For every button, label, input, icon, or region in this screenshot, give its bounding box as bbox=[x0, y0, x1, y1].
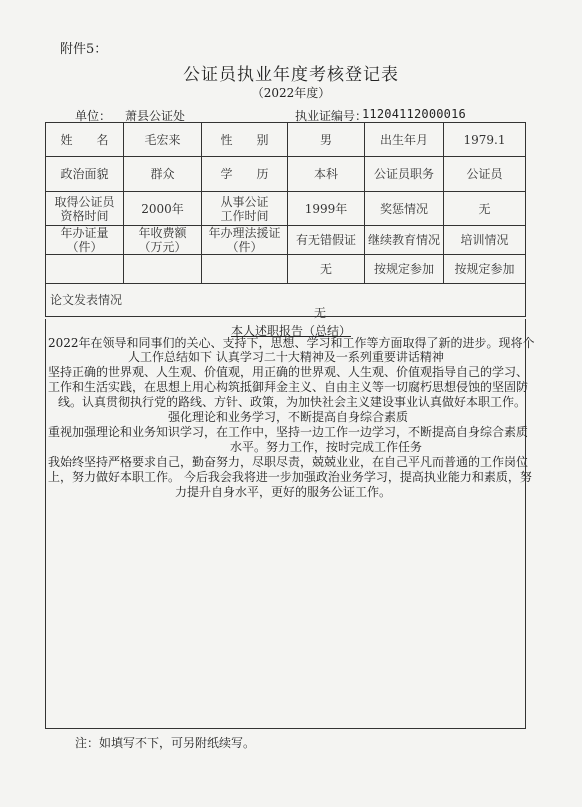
table-row bbox=[46, 123, 526, 157]
table-row bbox=[46, 192, 526, 226]
work-time-value: 1999年 bbox=[288, 192, 365, 226]
table-row bbox=[46, 284, 526, 317]
unit-label: 单位： bbox=[75, 109, 112, 123]
political-label: 政治面貌 bbox=[46, 157, 124, 192]
form-year: （2022年度） bbox=[251, 86, 331, 100]
report-line: 水平。努力工作，按时完成工作任务 bbox=[230, 440, 423, 454]
paper-label: 论文发表情况 bbox=[50, 293, 123, 307]
report-line: 强化理论和业务学习，不断提高自身综合素质 bbox=[168, 410, 409, 424]
report-title: 本人述职报告（总结） bbox=[230, 324, 351, 338]
name-label: 姓 名 bbox=[46, 123, 124, 157]
legal-aid-label: 年办理法援证 （件） bbox=[202, 226, 288, 255]
attachment-label: 附件5： bbox=[60, 42, 108, 57]
education-label: 学 历 bbox=[202, 157, 288, 192]
continuing-education-label: 继续教育情况 bbox=[365, 226, 444, 255]
education-value: 本科 bbox=[288, 157, 365, 192]
report-line: 线。认真贯彻执行党的路线、方针、政策，为加快社会主义建设事业认真做好本职工作。 bbox=[58, 395, 527, 409]
qualification-time-value: 2000年 bbox=[124, 192, 202, 226]
legal-aid-value bbox=[202, 255, 288, 284]
position-label: 公证员职务 bbox=[365, 157, 444, 192]
birth-label: 出生年月 bbox=[365, 123, 444, 157]
error-cert-label: 有无错假证 bbox=[288, 226, 365, 255]
continuing-education-value: 按规定参加 bbox=[365, 255, 444, 284]
work-time-label: 从事公证 工作时间 bbox=[202, 192, 288, 226]
unit-value: 萧县公证处 bbox=[125, 109, 186, 123]
table-row bbox=[46, 226, 526, 255]
name-value: 毛宏来 bbox=[124, 123, 202, 157]
report-line: 2022年在领导和同事们的关心、支持下，思想、学习和工作等方面取得了新的进步。现将个 bbox=[48, 336, 535, 350]
info-table bbox=[45, 122, 526, 320]
table-row bbox=[46, 157, 526, 192]
report-line: 重视加强理论和业务知识学习，在工作中，坚持一边工作一边学习，不断提高自身综合素质 bbox=[48, 425, 529, 439]
report-line: 人工作总结如下 认真学习二十大精神及一系列重要讲话精神 bbox=[128, 350, 444, 364]
qualification-time-label: 取得公证员 资格时间 bbox=[46, 192, 124, 226]
reward-label: 奖惩情况 bbox=[365, 192, 444, 226]
gender-label: 性 别 bbox=[202, 123, 288, 157]
report-line: 工作和生活实践，在思想上用心构筑抵御拜金主义、自由主义等一切腐朽思想侵蚀的坚固防 bbox=[48, 380, 529, 394]
paper-cell bbox=[46, 284, 526, 320]
form-title: 公证员执业年度考核登记表 bbox=[183, 65, 399, 85]
cert-number-label: 执业证编号： bbox=[295, 109, 368, 123]
cert-number-value: 11204112000016 bbox=[362, 107, 466, 121]
gender-value: 男 bbox=[288, 123, 365, 157]
case-count-value bbox=[46, 255, 124, 284]
training-label: 培训情况 bbox=[444, 226, 526, 255]
report-line: 力提升自身水平，更好的服务公证工作。 bbox=[175, 485, 392, 499]
fee-amount-value bbox=[124, 255, 202, 284]
report-line: 坚持正确的世界观、人生观、价值观，用正确的世界观、人生观、价值观指导自己的学习、 bbox=[48, 365, 529, 379]
report-line: 我始终坚持严格要求自己，勤奋努力，尽职尽责，兢兢业业，在自己平凡而普通的工作岗位 bbox=[48, 455, 529, 469]
error-cert-value: 无 bbox=[288, 255, 365, 284]
table-row bbox=[46, 255, 526, 284]
training-value: 按规定参加 bbox=[444, 255, 526, 284]
political-value: 群众 bbox=[124, 157, 202, 192]
position-value: 公证员 bbox=[444, 157, 526, 192]
case-count-label: 年办证量 （件） bbox=[46, 226, 124, 255]
fee-amount-label: 年收费额 （万元） bbox=[124, 226, 202, 255]
footer-note: 注：如填写不下，可另附纸续写。 bbox=[75, 736, 256, 750]
birth-value: 1979.1 bbox=[444, 123, 526, 157]
paper-value: 无 bbox=[314, 306, 327, 320]
reward-value: 无 bbox=[444, 192, 526, 226]
report-line: 上，努力做好本职工作。 今后我会我将进一步加强政治业务学习，提高执业能力和素质，努 bbox=[48, 470, 532, 484]
